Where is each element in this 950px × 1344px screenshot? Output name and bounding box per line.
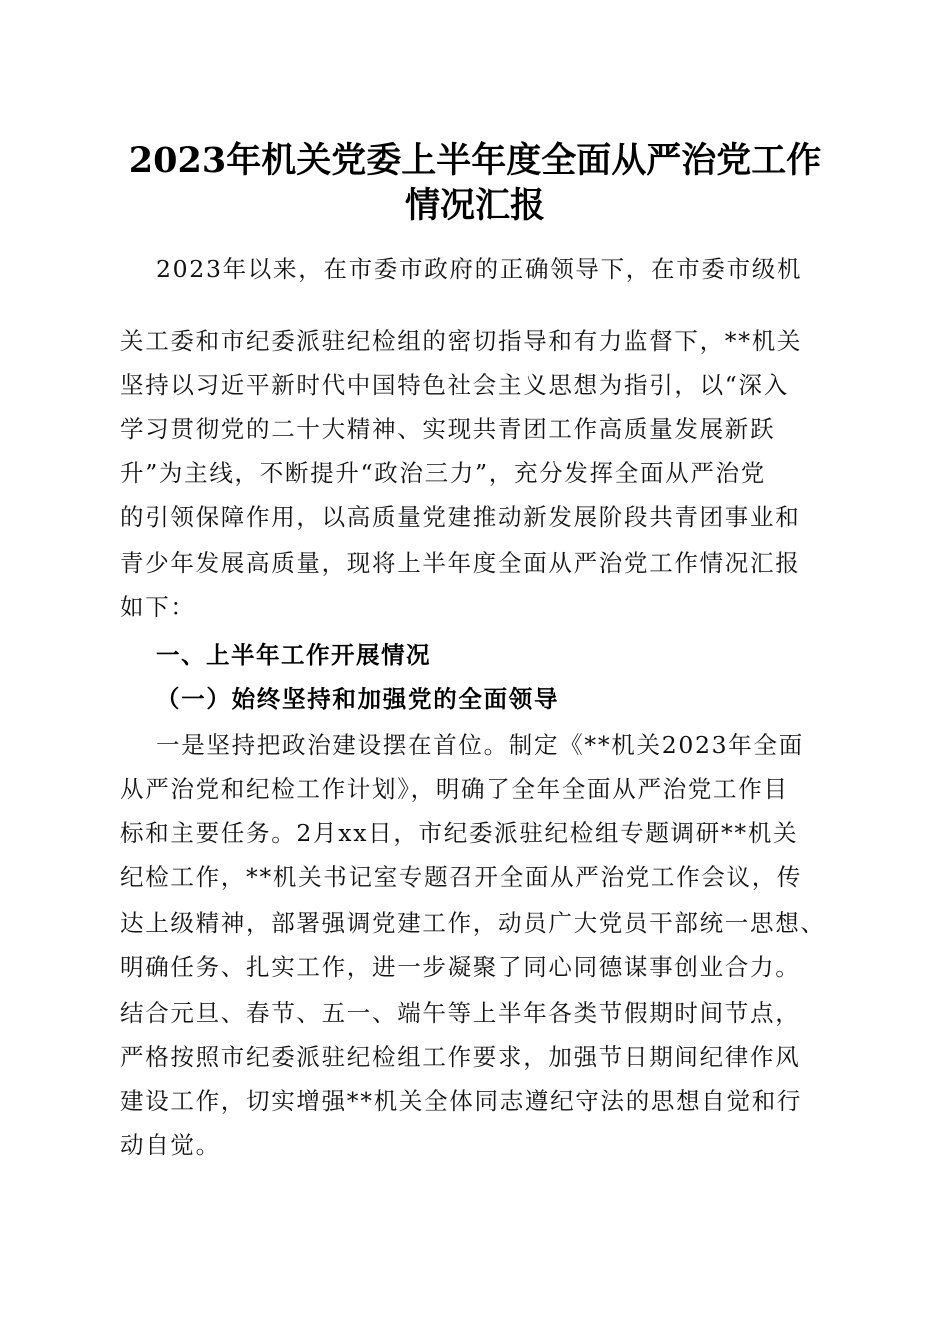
paragraph-line: 纪检工作，**机关书记室专题召开全面从严治党工作会议，传 [120,863,803,891]
subsection-heading: （一）始终坚持和加强党的全面领导 [156,685,560,713]
paragraph-line: 坚持以习近平新时代中国特色社会主义思想为指引，以“深入 [120,371,789,399]
section-heading: 一、上半年工作开展情况 [156,641,431,669]
document-title-line-1: 2023年机关党委上半年度全面从严治党工作 [128,140,822,181]
paragraph-line: 动自觉。 [120,1131,221,1159]
paragraph-line: 升”为主线，不断提升“政治三力”，充分发挥全面从严治党 [120,459,766,487]
paragraph-line: 从严治党和纪检工作计划》，明确了全年全面从严治党工作目 [120,775,789,803]
paragraph-line: 的引领保障作用，以高质量党建推动新发展阶段共青团事业和 [120,503,801,531]
paragraph-line: 如下： [120,593,196,621]
paragraph-line: 严格按照市纪委派驻纪检组工作要求，加强节日期间纪律作风 [120,1043,801,1071]
paragraph-line: 结合元旦、春节、五一、端午等上半年各类节假期时间节点， [120,999,801,1027]
paragraph-line: 青少年发展高质量，现将上半年度全面从严治党工作情况汇报 [120,549,801,577]
paragraph-line: 关工委和市纪委派驻纪检组的密切指导和有力监督下，**机关 [120,327,803,355]
paragraph-line: 2023年以来，在市委市政府的正确领导下，在市委市级机 [156,255,803,283]
paragraph-line: 建设工作，切实增强**机关全体同志遵纪守法的思想自觉和行 [120,1087,803,1115]
document-title-line-2: 情况汇报 [404,185,545,226]
paragraph-line: 达上级精神，部署强调党建工作，动员广大党员干部统一思想、 [120,909,826,937]
paragraph-line: 明确任务、扎实工作，进一步凝聚了同心同德谋事创业合力。 [120,953,801,981]
paragraph-line: 学习贯彻党的二十大精神、实现共青团工作高质量发展新跃 [120,415,776,443]
paragraph-line: 标和主要任务。2月xx日，市纪委派驻纪检组专题调研**机关 [120,819,799,847]
paragraph-line: 一是坚持把政治建设摆在首位。制定《**机关2023年全面 [156,731,804,759]
